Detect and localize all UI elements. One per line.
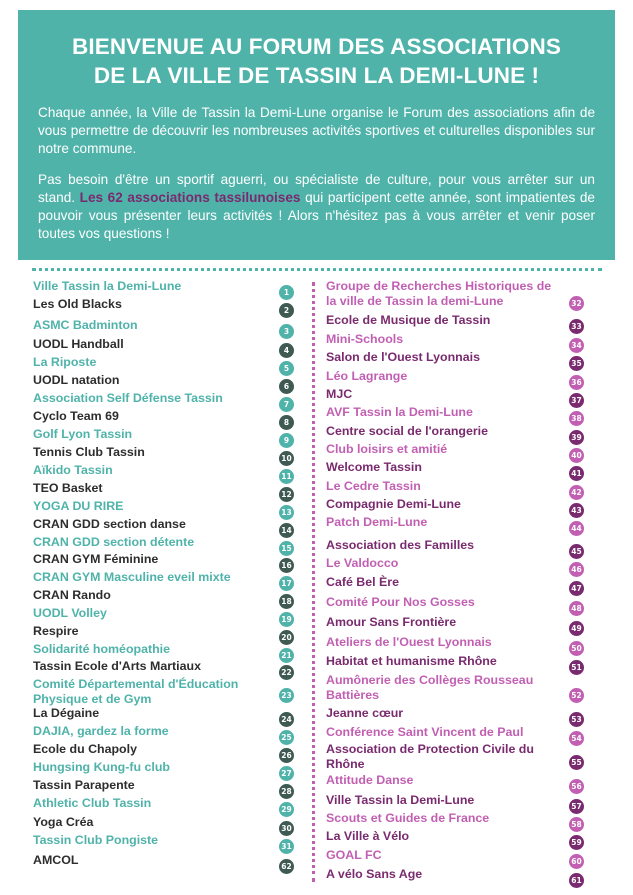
stand-number-badge: 36 [569,375,584,390]
right-association-name: Aumônerie des Collèges Rousseau Battières [326,673,534,702]
left-association-name: Tassin Parapente [33,778,135,792]
right-association-name: AVF Tassin la Demi-Lune [326,405,473,419]
stand-number-badge: 46 [569,562,584,577]
left-association-name: CRAN GYM Féminine [33,552,159,566]
left-association-name: UODL Volley [33,606,107,620]
right-association-name: La Ville à Vélo [326,829,410,843]
left-association-name: Tennis Club Tassin [33,445,145,459]
left-association-name: La Dégaine [33,706,100,720]
right-association-name: Le Cedre Tassin [326,479,421,493]
stand-number-badge: 32 [569,296,584,311]
stand-number-badge: 61 [569,873,584,888]
stand-number-badge: 4 [279,343,294,358]
stand-number-badge: 33 [569,319,584,334]
left-association-name: Athletic Club Tassin [33,796,152,810]
stand-number-badge: 14 [279,523,294,538]
stand-number-badge: 50 [569,641,584,656]
left-association-name: Solidarité homéopathie [33,642,171,656]
left-association-name: TEO Basket [33,481,103,495]
stand-number-badge: 62 [279,859,294,874]
left-association-name: Comité Départemental d'Éducation Physique et de Gym [33,677,239,706]
stand-number-badge: 2 [279,303,294,318]
right-association-name: Groupe de Recherches Historiques de la ville de Tassin la demi-Lune [326,279,552,308]
stand-number-badge: 38 [569,411,584,426]
stand-number-badge: 3 [279,324,294,339]
title-line-2: DE LA VILLE DE TASSIN LA DEMI-LUNE ! [93,63,540,88]
right-association-name: Amour Sans Frontière [326,615,457,629]
stand-number-badge: 41 [569,466,584,481]
left-association-name: Aïkido Tassin [33,463,113,477]
stand-number-badge: 20 [279,630,294,645]
left-association-name: Les Old Blacks [33,297,122,311]
right-association-name: Mini-Schools [326,332,404,346]
stand-number-badge: 45 [569,544,584,559]
left-association-name: Ecole du Chapoly [33,742,137,756]
left-association-name: Golf Lyon Tassin [33,427,133,441]
left-association-name: DAJIA, gardez la forme [33,724,169,738]
stand-number-badge: 54 [569,731,584,746]
stand-number-badge: 16 [279,558,294,573]
intro-paragraph-1: Chaque année, la Ville de Tassin la Demi-Lune organise le Forum des associations afin de vous permettre de découvrir les nombreuses activités sportives et culturelles disponibles sur notre commune. [38,105,595,156]
stand-number-badge: 26 [279,748,294,763]
stand-number-badge: 39 [569,430,584,445]
stand-number-badge: 9 [279,433,294,448]
left-association-name: Tassin Ecole d'Arts Martiaux [33,659,201,673]
left-association-name: YOGA DU RIRE [33,499,124,513]
stand-number-badge: 55 [569,755,584,770]
stand-number-badge: 44 [569,521,584,536]
right-association-name: Club loisirs et amitié [326,442,448,456]
right-association-name: Compagnie Demi-Lune [326,497,461,511]
stand-number-badge: 58 [569,817,584,832]
left-association-name: Association Self Défense Tassin [33,391,223,405]
column-divider [312,282,315,882]
stand-number-badge: 30 [279,821,294,836]
intro-text-start: Pas besoin d'être un sportif aguerri, ou spécialiste de culture, pour vous arrêter sur un stand. [38,172,595,205]
stand-number-badge: 57 [569,799,584,814]
stand-number-badge: 53 [569,712,584,727]
right-association-name: Attitude Danse [326,773,414,787]
stand-number-badge: 5 [279,361,294,376]
right-association-name: GOAL FC [326,848,382,862]
stand-number-badge: 48 [569,601,584,616]
right-association-name: Association des Familles [326,538,475,552]
left-association-name: ASMC Badminton [33,318,138,332]
dotted-separator [32,268,602,271]
stand-number-badge: 7 [279,397,294,412]
right-association-name: Léo Lagrange [326,369,408,383]
intro-text-end: qui participent cette année, sont impatientes de pouvoir vous présenter leurs activités ! Alors n'hésitez pas à vous arrêter et venir poser toutes vos questions ! [38,190,595,241]
right-association-name: Habitat et humanisme Rhône [326,654,497,668]
left-association-name: Respire [33,624,79,638]
page-title [38,32,595,90]
stand-number-badge: 17 [279,576,294,591]
stand-number-badge: 25 [279,730,294,745]
right-association-name: Ateliers de l'Ouest Lyonnais [326,635,492,649]
right-association-name: Ville Tassin la Demi-Lune [326,793,475,807]
stand-number-badge: 60 [569,854,584,869]
stand-number-badge: 18 [279,594,294,609]
stand-number-badge: 56 [569,779,584,794]
stand-number-badge: 51 [569,660,584,675]
stand-number-badge: 31 [279,839,294,854]
stand-number-badge: 22 [279,665,294,680]
right-association-name: Salon de l'Ouest Lyonnais [326,350,480,364]
stand-number-badge: 12 [279,487,294,502]
left-association-name: CRAN GDD section détente [33,535,195,549]
left-association-name: Ville Tassin la Demi-Lune [33,279,182,293]
left-association-name: UODL natation [33,373,120,387]
stand-number-badge: 8 [279,415,294,430]
right-association-name: Comité Pour Nos Gosses [326,595,475,609]
stand-number-badge: 10 [279,451,294,466]
left-association-name: AMCOL [33,853,79,867]
stand-number-badge: 23 [279,688,294,703]
stand-number-badge: 34 [569,338,584,353]
associations-count-highlight: Les 62 associations tassilunoises [79,190,301,205]
right-association-name: MJC [326,387,353,401]
right-association-name: Ecole de Musique de Tassin [326,313,491,327]
stand-number-badge: 15 [279,541,294,556]
stand-number-badge: 43 [569,503,584,518]
stand-number-badge: 28 [279,784,294,799]
left-association-name: La Riposte [33,355,97,369]
intro-paragraph-2 [38,171,595,243]
stand-number-badge: 37 [569,393,584,408]
right-association-name: Le Valdocco [326,556,399,570]
right-association-name: Jeanne cœur [326,706,404,720]
stand-number-badge: 11 [279,469,294,484]
right-association-name: Welcome Tassin [326,460,422,474]
left-association-name: CRAN GDD section danse [33,517,186,531]
stand-number-badge: 6 [279,379,294,394]
stand-number-badge: 49 [569,621,584,636]
header-banner [18,10,615,260]
stand-number-badge: 47 [569,581,584,596]
stand-number-badge: 24 [279,712,294,727]
stand-number-badge: 27 [279,766,294,781]
left-association-name: Hungsing Kung-fu club [33,760,170,774]
right-association-name: A vélo Sans Age [326,867,423,881]
left-association-name: Cyclo Team 69 [33,409,119,423]
right-association-name: Centre social de l'orangerie [326,424,489,438]
stand-number-badge: 40 [569,448,584,463]
left-association-name: UODL Handball [33,337,124,351]
stand-number-badge: 29 [279,802,294,817]
stand-number-badge: 13 [279,505,294,520]
stand-number-badge: 59 [569,835,584,850]
right-association-name: Scouts et Guides de France [326,811,490,825]
stand-number-badge: 19 [279,612,294,627]
stand-number-badge: 35 [569,356,584,371]
stand-number-badge: 1 [279,285,294,300]
right-association-name: Patch Demi-Lune [326,515,428,529]
right-association-name: Association de Protection Civile du Rhône [326,742,534,771]
stand-number-badge: 42 [569,485,584,500]
left-association-name: CRAN Rando [33,588,111,602]
left-association-name: Yoga Créa [33,815,94,829]
stand-number-badge: 52 [569,688,584,703]
left-association-name: Tassin Club Pongiste [33,833,159,847]
title-line-1: BIENVENUE AU FORUM DES ASSOCIATIONS [72,34,561,59]
right-association-name: Conférence Saint Vincent de Paul [326,725,524,739]
left-association-name: CRAN GYM Masculine eveil mixte [33,570,231,584]
stand-number-badge: 21 [279,648,294,663]
right-association-name: Café Bel Ère [326,575,400,589]
